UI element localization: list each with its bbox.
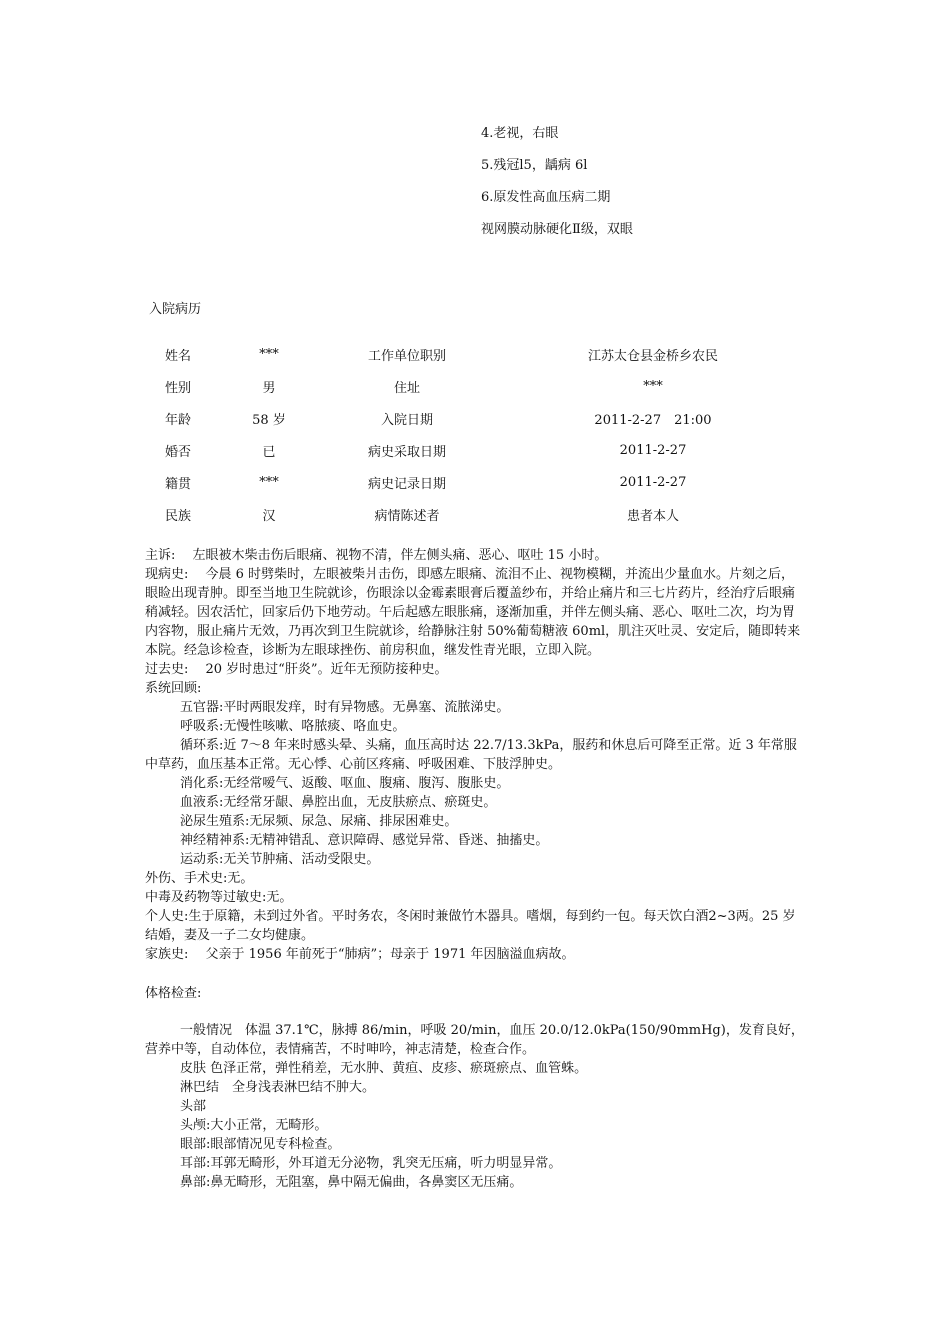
table-cell: 汉 [262, 508, 276, 524]
review-circulatory: 循环系:近 7～8 年来时感头晕、头痛，血压高时达 22.7/13.3kPa，服药和休息后可降至正常。近 3 年常服中草药，血压基本正常。无心悸、心前区疼痛、呼吸困难、下肢浮肿史。 [145, 738, 797, 772]
table-cell: 病情陈述者 [374, 508, 440, 524]
present-illness: 现病史: 今晨 6 时劈柴时，左眼被柴爿击伤，即感左眼痛、流泪不止、视物模糊，并流出少量血水。片刻之后，眼睑出现青肿。即至当地卫生院就诊，伤眼涂以金霉素眼膏后覆盖纱布，并给止痛片和三七片药片，经治疗后眼痛稍减轻。因农活忙，回家后仍下地劳动。午后起感左眼胀痛，逐渐加重，并伴左侧头痛、恶心、呕吐二次，均为胃内容物，服止痛片无效，乃再次到卫生院就诊，给静脉注射 50%葡萄糖液 60ml，肌注灭吐灵、安定后，随即转来本院。经急诊检查，诊断为左眼球挫伤、前房积血，继发性青光眼，立即入院。 [145, 567, 801, 658]
personal-history: 个人史:生于原籍，未到过外省。平时务农，冬闲时兼做竹木器具。嗜烟，每到约一包。每天饮白酒2~3两。25 岁结婚，妻及一子二女均健康。 [145, 909, 796, 943]
table-row [145, 370, 819, 402]
review-neuro: 神经精神系:无精神错乱、意识障碍、感觉异常、昏迷、抽搐史。 [180, 833, 549, 848]
table-cell: 男 [262, 380, 276, 396]
table-cell: 2011-2-27 21:00 [594, 412, 712, 428]
diagnosis-item: 4.老视，右眼 [481, 126, 559, 141]
system-review-title: 系统回顾: [145, 681, 202, 696]
table-cell: *** [259, 474, 279, 490]
diagnosis-item: 视网膜动脉硬化Ⅱ级，双眼 [481, 222, 633, 237]
table-cell: 性别 [164, 380, 191, 396]
review-respiratory: 呼吸系:无慢性咳嗽、咯脓痰、咯血史。 [180, 719, 406, 734]
exam-general: 一般情况 体温 37.1℃，脉搏 86/min，呼吸 20/min，血压 20.0/12.0kPa(150/90mmHg)，发育良好，营养中等，自动体位，表情痛苦，不时呻吟，神志清楚，检查合作。 [145, 1023, 804, 1057]
table-cell: 籍贯 [164, 476, 191, 492]
exam-title: 体格检查: [145, 986, 202, 1001]
exam-skin: 皮肤 色泽正常，弹性稍差，无水肿、黄疸、皮疹、瘀斑瘀点、血管蛛。 [180, 1061, 588, 1076]
allergy-history: 中毒及药物等过敏史:无。 [145, 890, 293, 905]
surgery-history: 外伤、手术史:无。 [145, 871, 254, 886]
table-cell: 江苏太仓县金桥乡农民 [587, 348, 718, 364]
table-cell: 58 岁 [252, 412, 286, 428]
section-title: 入院病历 [149, 302, 202, 317]
review-digestive: 消化系:无经常嗳气、返酸、呕血、腹痛、腹泻、腹胀史。 [180, 776, 510, 791]
table-cell: 已 [262, 444, 276, 460]
table-cell: 姓名 [164, 348, 191, 364]
exam-nose: 鼻部:鼻无畸形，无阻塞，鼻中隔无偏曲，各鼻窦区无压痛。 [180, 1175, 523, 1190]
table-cell: *** [259, 346, 279, 362]
review-blood: 血液系:无经常牙龈、鼻腔出血，无皮肤瘀点、瘀斑史。 [180, 795, 497, 810]
review-motor: 运动系:无关节肿痛、活动受限史。 [180, 852, 380, 867]
table-cell: 住址 [393, 380, 420, 396]
medical-history-body [145, 546, 807, 1192]
table-row [145, 498, 819, 530]
family-history: 家族史: 父亲于 1956 年前死于“肺病”；母亲于 1971 年因脑溢血病故。 [145, 947, 575, 962]
exam-ear: 耳部:耳郭无畸形，外耳道无分泌物，乳突无压痛，听力明显异常。 [180, 1156, 562, 1171]
table-row [145, 402, 819, 434]
patient-info-table [145, 338, 819, 530]
table-cell: 入院日期 [380, 412, 433, 428]
exam-head: 头部 [180, 1099, 207, 1114]
review-ent: 五官器:平时两眼发痒，时有异物感。无鼻塞、流脓涕史。 [180, 700, 510, 715]
table-cell: 年龄 [164, 412, 191, 428]
table-cell: 民族 [164, 508, 191, 524]
table-row [145, 338, 819, 370]
table-cell: 2011-2-27 [619, 442, 687, 458]
diagnosis-list [481, 124, 633, 252]
table-cell: 病史记录日期 [367, 476, 446, 492]
diagnosis-item: 5.残冠l5，龋病 6l [481, 158, 588, 173]
diagnosis-item: 6.原发性高血压病二期 [481, 190, 611, 205]
exam-lymph: 淋巴结 全身浅表淋巴结不肿大。 [180, 1080, 376, 1095]
exam-skull: 头颅:大小正常，无畸形。 [180, 1118, 328, 1133]
table-cell: 患者本人 [626, 508, 679, 524]
table-cell: 工作单位职别 [367, 348, 446, 364]
review-urogenital: 泌尿生殖系:无尿频、尿急、尿痛、排尿困难史。 [180, 814, 458, 829]
table-cell: 2011-2-27 [619, 474, 687, 490]
past-history: 过去史: 20 岁时患过“肝炎”。近年无预防接种史。 [145, 662, 448, 677]
table-cell: 婚否 [164, 444, 191, 460]
chief-complaint: 主诉: 左眼被木柴击伤后眼痛、视物不清，伴左侧头痛、恶心、呕吐 15 小时。 [145, 548, 608, 563]
table-cell: 病史采取日期 [367, 444, 446, 460]
table-cell: *** [643, 378, 663, 394]
table-row [145, 466, 819, 498]
exam-eye: 眼部:眼部情况见专科检查。 [180, 1137, 341, 1152]
table-row [145, 434, 819, 466]
